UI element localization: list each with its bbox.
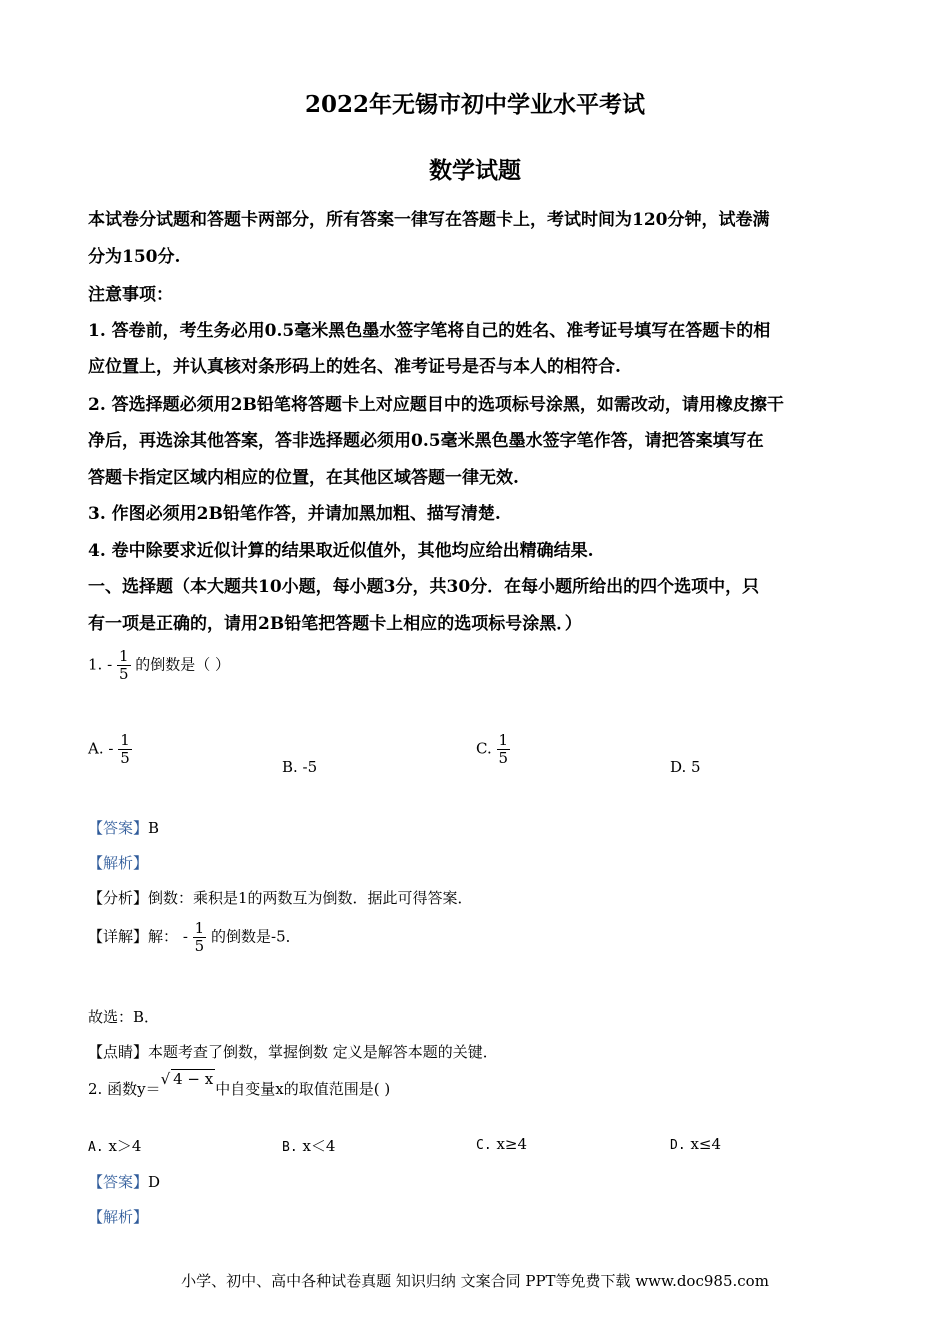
negative-sign: - [182, 927, 188, 946]
option-a [88, 732, 132, 767]
option-label: A. [88, 1140, 104, 1155]
fenxi-tag: 【分析】 [88, 889, 149, 907]
page-title: 2022年无锡市初中学业水平考试 [304, 91, 645, 118]
question-number: 1. [88, 655, 103, 674]
option-label: B. [282, 1140, 298, 1155]
question-1 [88, 648, 230, 683]
sqrt-expression: √ 4 − x [160, 1070, 214, 1088]
fenxi-line [88, 887, 473, 908]
fraction-numerator: 1 [118, 647, 129, 665]
option-d: D. 5 [670, 758, 701, 776]
page-footer: 小学、初中、高中各种试卷真题 知识归纳 文案合同 PPT等免费下载 www.doc985.com [181, 1272, 769, 1290]
negative-sign: - [108, 739, 114, 758]
fraction [118, 732, 132, 767]
dianjing-text: 本题考查了倒数，掌握倒数 定义是解答本题的关键． [148, 1043, 498, 1061]
fraction [193, 920, 207, 955]
option-text: x＞4 [108, 1137, 142, 1155]
xiangjie-line [88, 920, 301, 955]
answer-line [88, 817, 159, 838]
analysis-tag: 【解析】 [88, 1208, 149, 1226]
answer-line [88, 1171, 160, 1192]
dianjing-line [88, 1041, 498, 1062]
xiangjie-prefix: 解： [148, 927, 179, 946]
note-line: 3. 作图必须用2B铅笔作答，并请加黑加粗、描写清楚. [88, 504, 501, 524]
xiangjie-tag: 【详解】 [88, 927, 149, 946]
option-d [670, 1135, 721, 1153]
note-line: 1. 答卷前，考生务必用0.5毫米黑色墨水签字笔将自己的姓名、准考证号填写在答题卡的相 [88, 321, 771, 341]
section-heading-line-1: 一、选择题（本大题共10小题，每小题3分，共30分．在每小题所给出的四个选项中，只 [88, 577, 760, 597]
option-text: x≤4 [690, 1135, 722, 1153]
option-a [88, 1135, 141, 1156]
note-line: 净后，再选涂其他答案，答非选择题必须用0.5毫米黑色墨水签字笔作答，请把答案填写在 [88, 431, 764, 451]
question-text: 的倒数是（ ） [135, 655, 231, 674]
fraction-denominator: 5 [120, 749, 130, 767]
dianjing-tag: 【点睛】 [88, 1043, 149, 1061]
fraction-denominator: 5 [118, 665, 129, 683]
answer-tag: 【答案】 [88, 819, 149, 837]
intro-line-2: 分为150分. [88, 247, 181, 267]
option-c [476, 732, 510, 767]
option-text: x＜4 [302, 1137, 336, 1155]
section-heading-line-2: 有一项是正确的，请用2B铅笔把答题卡上相应的选项标号涂黑．） [88, 614, 582, 634]
option-c [476, 1135, 527, 1153]
intro-line-1: 本试卷分试题和答题卡两部分，所有答案一律写在答题卡上，考试时间为120分钟，试卷满 [88, 210, 770, 230]
note-line: 4. 卷中除要求近似计算的结果取近似值外，其他均应给出精确结果. [88, 541, 594, 561]
option-b: B. -5 [282, 758, 318, 776]
question-2 [88, 1070, 391, 1099]
note-line: 2. 答选择题必须用2B铅笔将答题卡上对应题目中的选项标号涂黑，如需改动，请用橡皮擦干 [88, 395, 784, 415]
sqrt-radicand: 4 − x [173, 1070, 214, 1088]
fraction-numerator: 1 [498, 731, 509, 749]
option-b [282, 1135, 335, 1156]
note-line: 应位置上，并认真核对条形码上的姓名、准考证号是否与本人的相符合. [88, 357, 621, 377]
page-subtitle: 数学试题 [429, 157, 521, 184]
note-line: 答题卡指定区域内相应的位置，在其他区域答题一律无效. [88, 468, 519, 488]
fraction [117, 648, 131, 683]
option-label: C. [476, 739, 492, 758]
notes-heading: 注意事项： [88, 285, 173, 305]
xiangjie-suffix: 的倒数是-5． [211, 927, 301, 946]
option-text: x≥4 [496, 1135, 528, 1153]
negative-sign: - [107, 655, 113, 674]
guxuan-line: 故选：B． [88, 1008, 160, 1026]
answer-value: B [148, 819, 160, 837]
option-label: C. [476, 1138, 492, 1153]
fraction-numerator: 1 [120, 731, 130, 749]
option-label: D. [670, 1138, 686, 1153]
fraction-denominator: 5 [194, 937, 205, 955]
fraction-denominator: 5 [498, 749, 509, 767]
question-prefix: 2. 函数y＝ [88, 1080, 161, 1098]
analysis-tag: 【解析】 [88, 854, 149, 872]
answer-tag: 【答案】 [88, 1173, 149, 1191]
question-text: 中自变量x的取值范围是( ) [215, 1080, 391, 1098]
answer-value: D [148, 1173, 161, 1191]
fenxi-text: 倒数：乘积是1的两数互为倒数．据此可得答案． [148, 889, 473, 907]
fraction-numerator: 1 [194, 919, 205, 937]
fraction [497, 732, 511, 767]
option-label: A. [88, 739, 104, 758]
